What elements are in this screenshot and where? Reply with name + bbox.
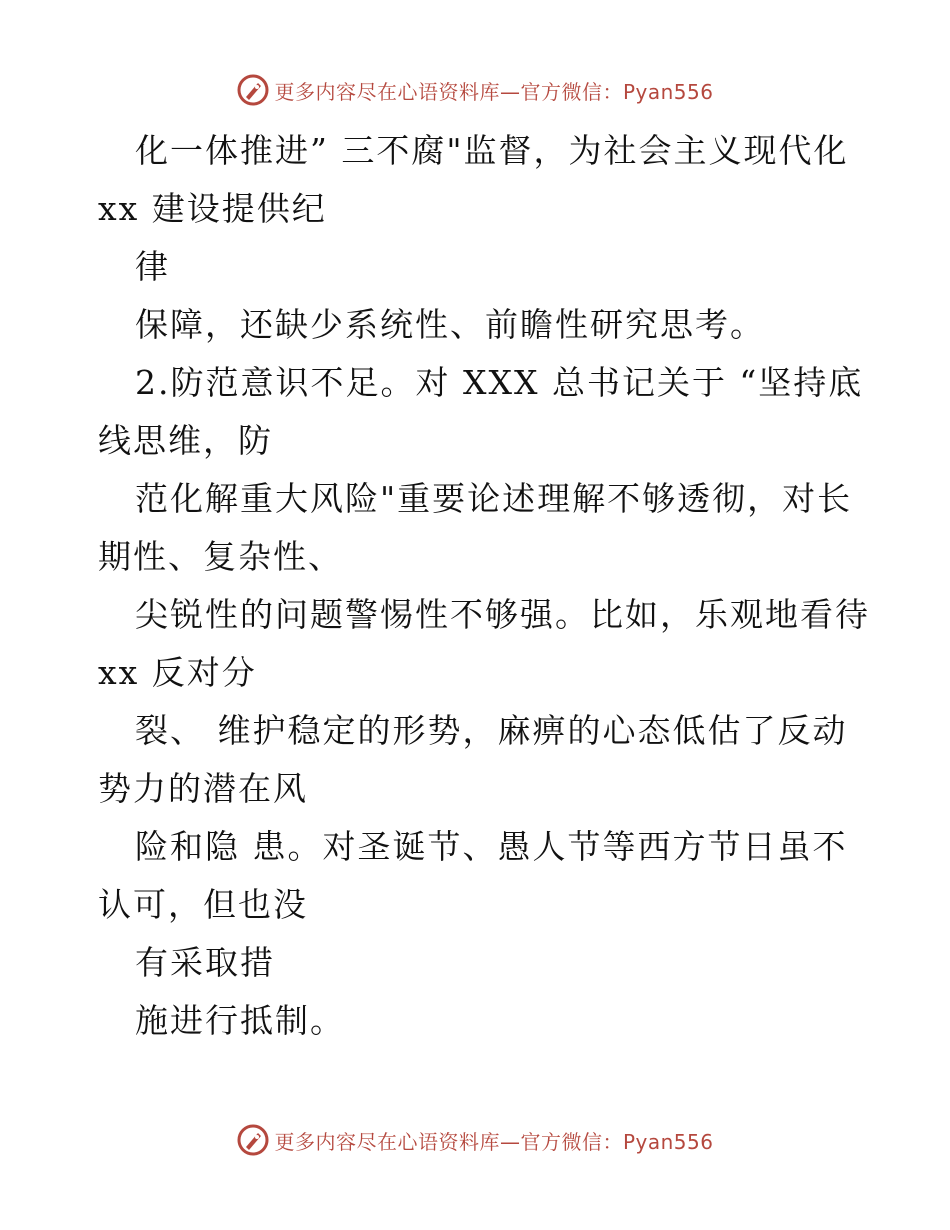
- body-line-14: 认可，但也没: [98, 885, 308, 924]
- body-line-1: 化一体推进” 三不腐"监督，为社会主义现代化: [135, 131, 849, 170]
- watermark-text: 更多内容尽在心语资料库—官方微信：Pyan556: [274, 1129, 714, 1154]
- body-line-16: 施进行抵制。: [135, 1001, 345, 1040]
- body-line-6: 线思维，防: [98, 421, 273, 460]
- pen-nib-logo-icon: [236, 1123, 270, 1157]
- body-line-13: 险和隐 患。对圣诞节、愚人节等西方节日虽不: [135, 827, 848, 866]
- watermark-banner-bottom: [0, 1120, 950, 1160]
- body-line-9: 尖锐性的问题警惕性不够强。比如，乐观地看待: [135, 595, 870, 634]
- body-line-10: xx 反对分: [98, 653, 257, 692]
- body-line-15: 有采取措: [135, 943, 275, 982]
- body-line-7: 范化解重大风险"重要论述理解不够透彻，对长: [135, 479, 853, 518]
- body-line-12: 势力的潜在风: [98, 769, 308, 808]
- body-line-8: 期性、复杂性、: [98, 537, 343, 576]
- body-line-2: xx 建设提供纪: [98, 189, 327, 228]
- body-line-11: 裂、 维护稳定的形势，麻痹的心态低估了反动: [135, 711, 848, 750]
- body-line-3: 律: [135, 247, 170, 286]
- body-line-5: 2.防范意识不足。对 XXX 总书记关于 “坚持底: [135, 363, 864, 402]
- pen-nib-logo-icon: [236, 73, 270, 107]
- watermark-text: 更多内容尽在心语资料库—官方微信：Pyan556: [274, 79, 714, 104]
- watermark-banner-top: [0, 70, 950, 110]
- body-line-4: 保障，还缺少系统性、前瞻性研究思考。: [135, 305, 765, 344]
